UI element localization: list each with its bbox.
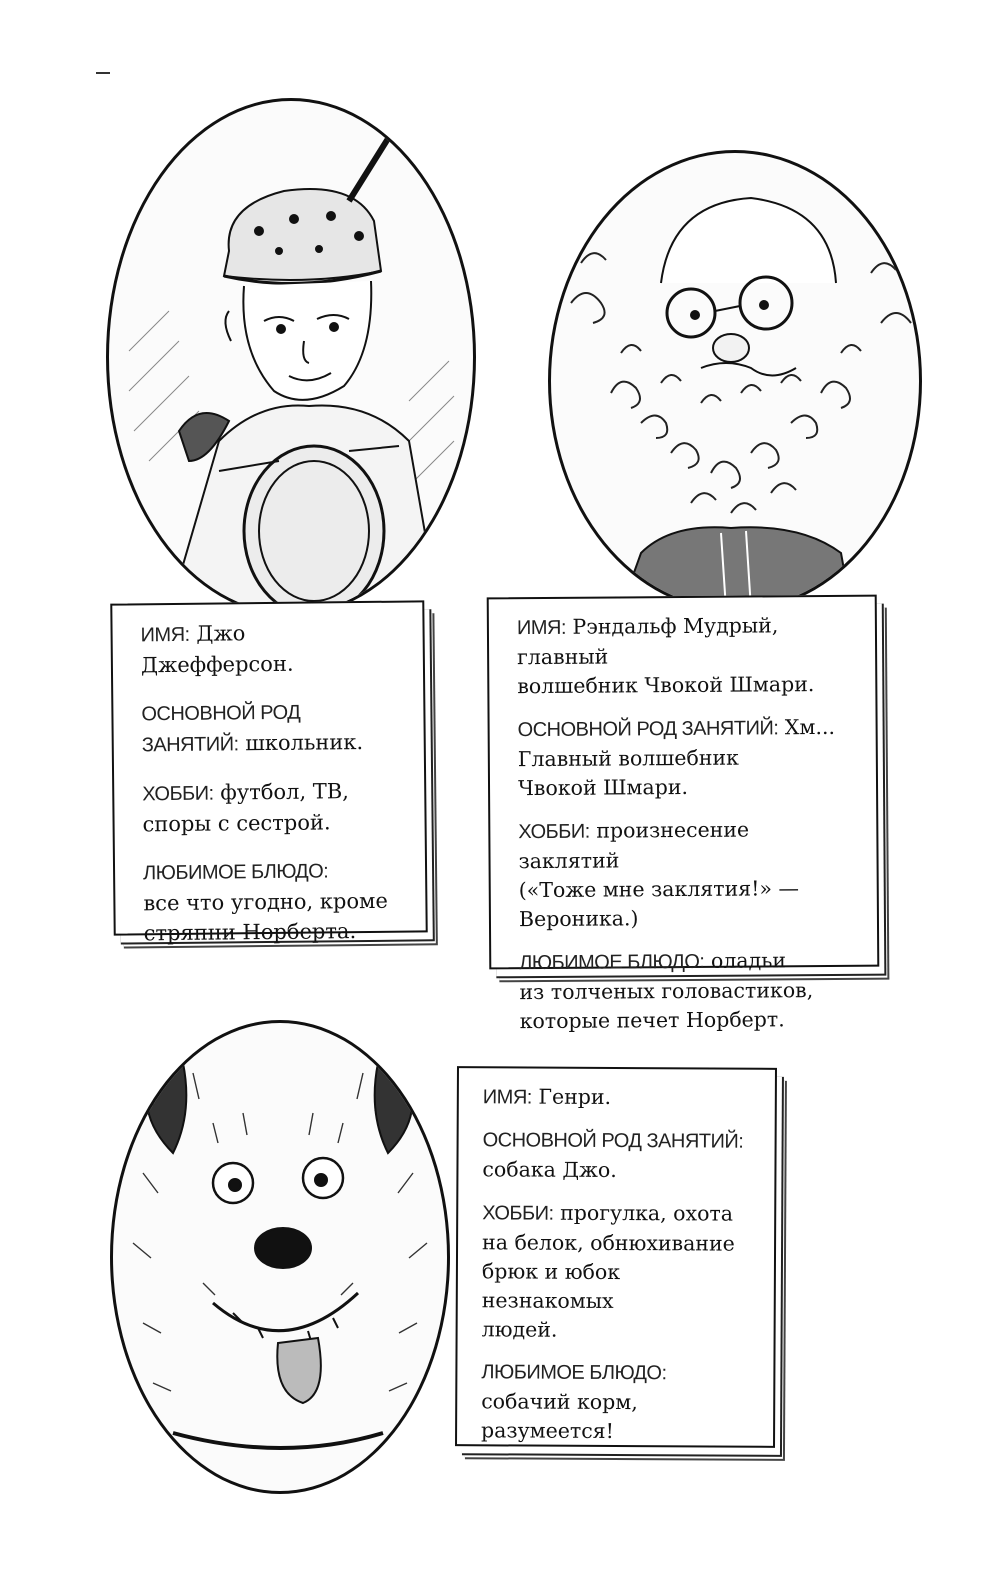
randalf-occupation-value-3: Чвокой Шмари. (517, 774, 689, 801)
henry-hobby-value-2: на белок, обнюхивание (482, 1230, 735, 1256)
randalf-occupation-value-1: Хм... (784, 714, 836, 740)
boy-with-colander-helmet-icon (109, 101, 473, 613)
randalf-occupation-row (518, 713, 857, 803)
henry-hobby-value-4: людей. (481, 1317, 558, 1342)
randalf-food-row (519, 946, 858, 1036)
henry-hobby-value-1: прогулка, охота (560, 1200, 734, 1226)
portrait-henry (110, 1020, 450, 1494)
joe-name-row (140, 617, 403, 681)
henry-hobby-value-3: брюк и юбок незнакомых (481, 1259, 621, 1313)
card-henry (455, 1066, 777, 1448)
henry-name-label: ИМЯ: (482, 1086, 532, 1109)
page-mark (96, 72, 110, 74)
henry-food-row (481, 1358, 753, 1446)
joe-name-value: Джо Джефферсон. (140, 621, 294, 678)
joe-food-label: ЛЮБИМОЕ БЛЮДО: (142, 860, 329, 885)
joe-occupation-label-1: ОСНОВНОЙ РОД (141, 701, 301, 726)
randalf-food-value-2: из толченых головастиков, (519, 978, 814, 1005)
randalf-occupation-value-2: Главный волшебник (517, 745, 740, 772)
card-joe (110, 600, 427, 946)
joe-name-label: ИМЯ: (140, 623, 190, 647)
randalf-occupation-label: ОСНОВНОЙ РОД ЗАНЯТИЙ: (517, 717, 779, 742)
randalf-hobby-value-3: Вероника.) (518, 906, 639, 932)
joe-occupation-row (141, 696, 404, 761)
joe-occupation-label-2: ЗАНЯТИЙ: (141, 733, 239, 757)
randalf-hobby-row (518, 815, 857, 934)
portrait-joe (106, 98, 476, 616)
randalf-food-value-3: которые печет Норберт. (519, 1007, 785, 1034)
henry-food-value-1: собачий корм, (481, 1389, 638, 1415)
card-randalf (487, 595, 880, 1034)
randalf-food-value-1: оладьи (710, 948, 787, 973)
henry-name-value: Генри. (538, 1084, 612, 1109)
randalf-hobby-label: ХОББИ: (518, 820, 590, 844)
henry-occupation-value: собака Джо. (482, 1157, 617, 1183)
portrait-randalf (548, 150, 922, 612)
henry-food-value-2: разумеется! (481, 1418, 614, 1443)
henry-name-row (483, 1082, 755, 1113)
joe-hobby-value-2: споры с сестрой. (142, 810, 331, 837)
randalf-name-label: ИМЯ: (516, 616, 567, 640)
joe-occupation-value: школьник. (245, 730, 364, 756)
randalf-name-row (517, 611, 856, 701)
bearded-wizard-with-glasses-icon (551, 153, 919, 609)
joe-hobby-label: ХОББИ: (142, 782, 214, 806)
joe-food-row (143, 855, 406, 949)
henry-hobby-label: ХОББИ: (482, 1202, 554, 1225)
randalf-name-value-2: волшебник Чвокой Шмари. (517, 672, 815, 699)
henry-occupation-row (482, 1126, 754, 1185)
henry-hobby-row (482, 1198, 755, 1345)
randalf-hobby-value-1: произнесение заклятий (518, 817, 750, 874)
joe-hobby-row (142, 776, 405, 840)
joe-food-value-2: стряпни Норберта. (143, 919, 357, 946)
randalf-food-label: ЛЮБИМОЕ БЛЮДО: (519, 950, 705, 975)
randalf-name-value-1: Рэндальф Мудрый, главный (517, 613, 779, 670)
joe-hobby-value-1: футбол, ТВ, (220, 779, 349, 805)
shaggy-dog-icon (113, 1023, 447, 1491)
henry-occupation-label: ОСНОВНОЙ РОД ЗАНЯТИЙ: (482, 1129, 744, 1153)
joe-food-value-1: все что угодно, кроме (143, 888, 388, 916)
randalf-hobby-value-2: («Тоже мне заклятия!» — (518, 876, 800, 903)
henry-food-label: ЛЮБИМОЕ БЛЮДО: (481, 1361, 667, 1385)
